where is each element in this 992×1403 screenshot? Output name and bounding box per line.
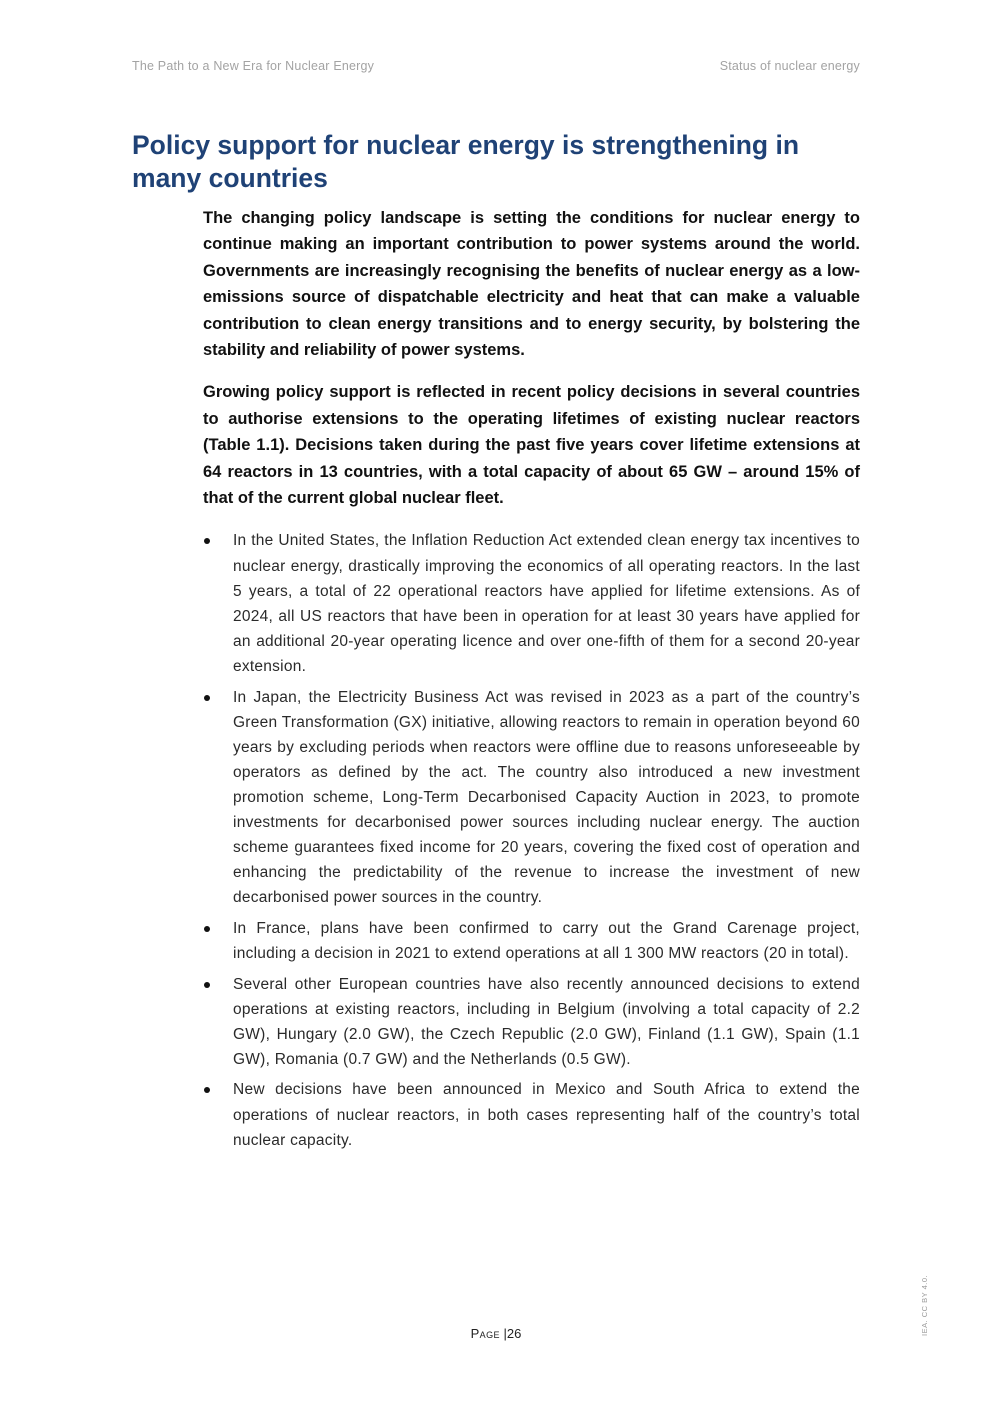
bullet-icon <box>204 1087 210 1093</box>
bullet-icon <box>204 982 210 988</box>
bullet-item-mexico-south-africa <box>203 1077 860 1152</box>
bullet-text: In the United States, the Inflation Reduction Act extended clean energy tax incentives to nuclear energy, drastically improving the economics of all operating reactors. In the last 5 years, a total of 22 operational reactors have applied for lifetime extensions. As of 2024, all US reactors that have been in operation for at least 30 years have applied for an additional 20-year operating licence and over one-fifth of them for a second 20-year extension. <box>233 532 860 675</box>
bullet-icon <box>204 695 210 701</box>
page-footer <box>0 1326 992 1341</box>
bullet-icon <box>204 538 210 544</box>
section-title: Policy support for nuclear energy is strengthening in many countries <box>132 130 800 193</box>
bullet-item-japan <box>203 685 860 911</box>
running-header-report-title: The Path to a New Era for Nuclear Energy <box>132 59 375 73</box>
lead-paragraph: Growing policy support is reflected in recent policy decisions in several countries to authorise extensions to the operating lifetimes of existing nuclear reactors (Table 1.1). Decisions taken during the past five years cover lifetime extensions at 64 reactors in 13 countries, with a total capacity of about 65 GW – around 15% of that of the current global nuclear fleet. <box>203 383 860 508</box>
main-content <box>203 205 860 1158</box>
running-header-chapter-title: Status of nuclear energy <box>719 59 860 73</box>
license-notice: IEA. CC BY 4.0. <box>920 1274 929 1336</box>
lead-paragraph: The changing policy landscape is setting the conditions for nuclear energy to continue making an important contribution to power systems around the world. Governments are increasingly recognising the benefits of nuclear energy as a low-emissions source of dispatchable electricity and heat that can make a valuable contribution to clean energy transitions and to energy security, by bolstering the stability and reliability of power systems. <box>203 209 860 360</box>
page-separator: | <box>503 1326 507 1341</box>
page-label: Page <box>470 1326 500 1341</box>
bullet-item-united-states <box>203 528 860 679</box>
bullet-text: Several other European countries have also recently announced decisions to extend operations at existing reactors, including in Belgium (involving a total capacity of 2.2 GW), Hungary (2.0 GW), the Czech Republic (2.0 GW), Finland (1.1 GW), Spain (1.1 GW), Romania (0.7 GW) and the Netherlands (0.5 GW). <box>233 975 860 1068</box>
page-number: 26 <box>506 1326 522 1341</box>
bullet-item-europe <box>203 972 860 1072</box>
bullet-text: In Japan, the Electricity Business Act was revised in 2023 as a part of the country’s Green Transformation (GX) initiative, allowing reactors to remain in operation beyond 60 years by excluding periods when reactors were offline due to reasons unforeseeable by operators as defined by the act. The country also introduced a new investment promotion scheme, Long-Term Decarbonised Capacity Auction in 2023, to promote investments for decarbonised power sources including nuclear energy. The auction scheme guarantees fixed income for 20 years, covering the fixed cost of operation and enhancing the predictability of the revenue to increase the investment of new decarbonised power sources in the country. <box>233 688 860 907</box>
bullet-list <box>203 528 860 1152</box>
bullet-item-france <box>203 916 860 966</box>
bullet-icon <box>204 926 210 932</box>
bullet-text: New decisions have been announced in Mexico and South Africa to extend the operations of nuclear reactors, in both cases representing half of the country’s total nuclear capacity. <box>233 1081 860 1149</box>
bullet-text: In France, plans have been confirmed to carry out the Grand Carenage project, including a decision in 2021 to extend operations at all 1 300 MW reactors (20 in total). <box>233 919 860 962</box>
